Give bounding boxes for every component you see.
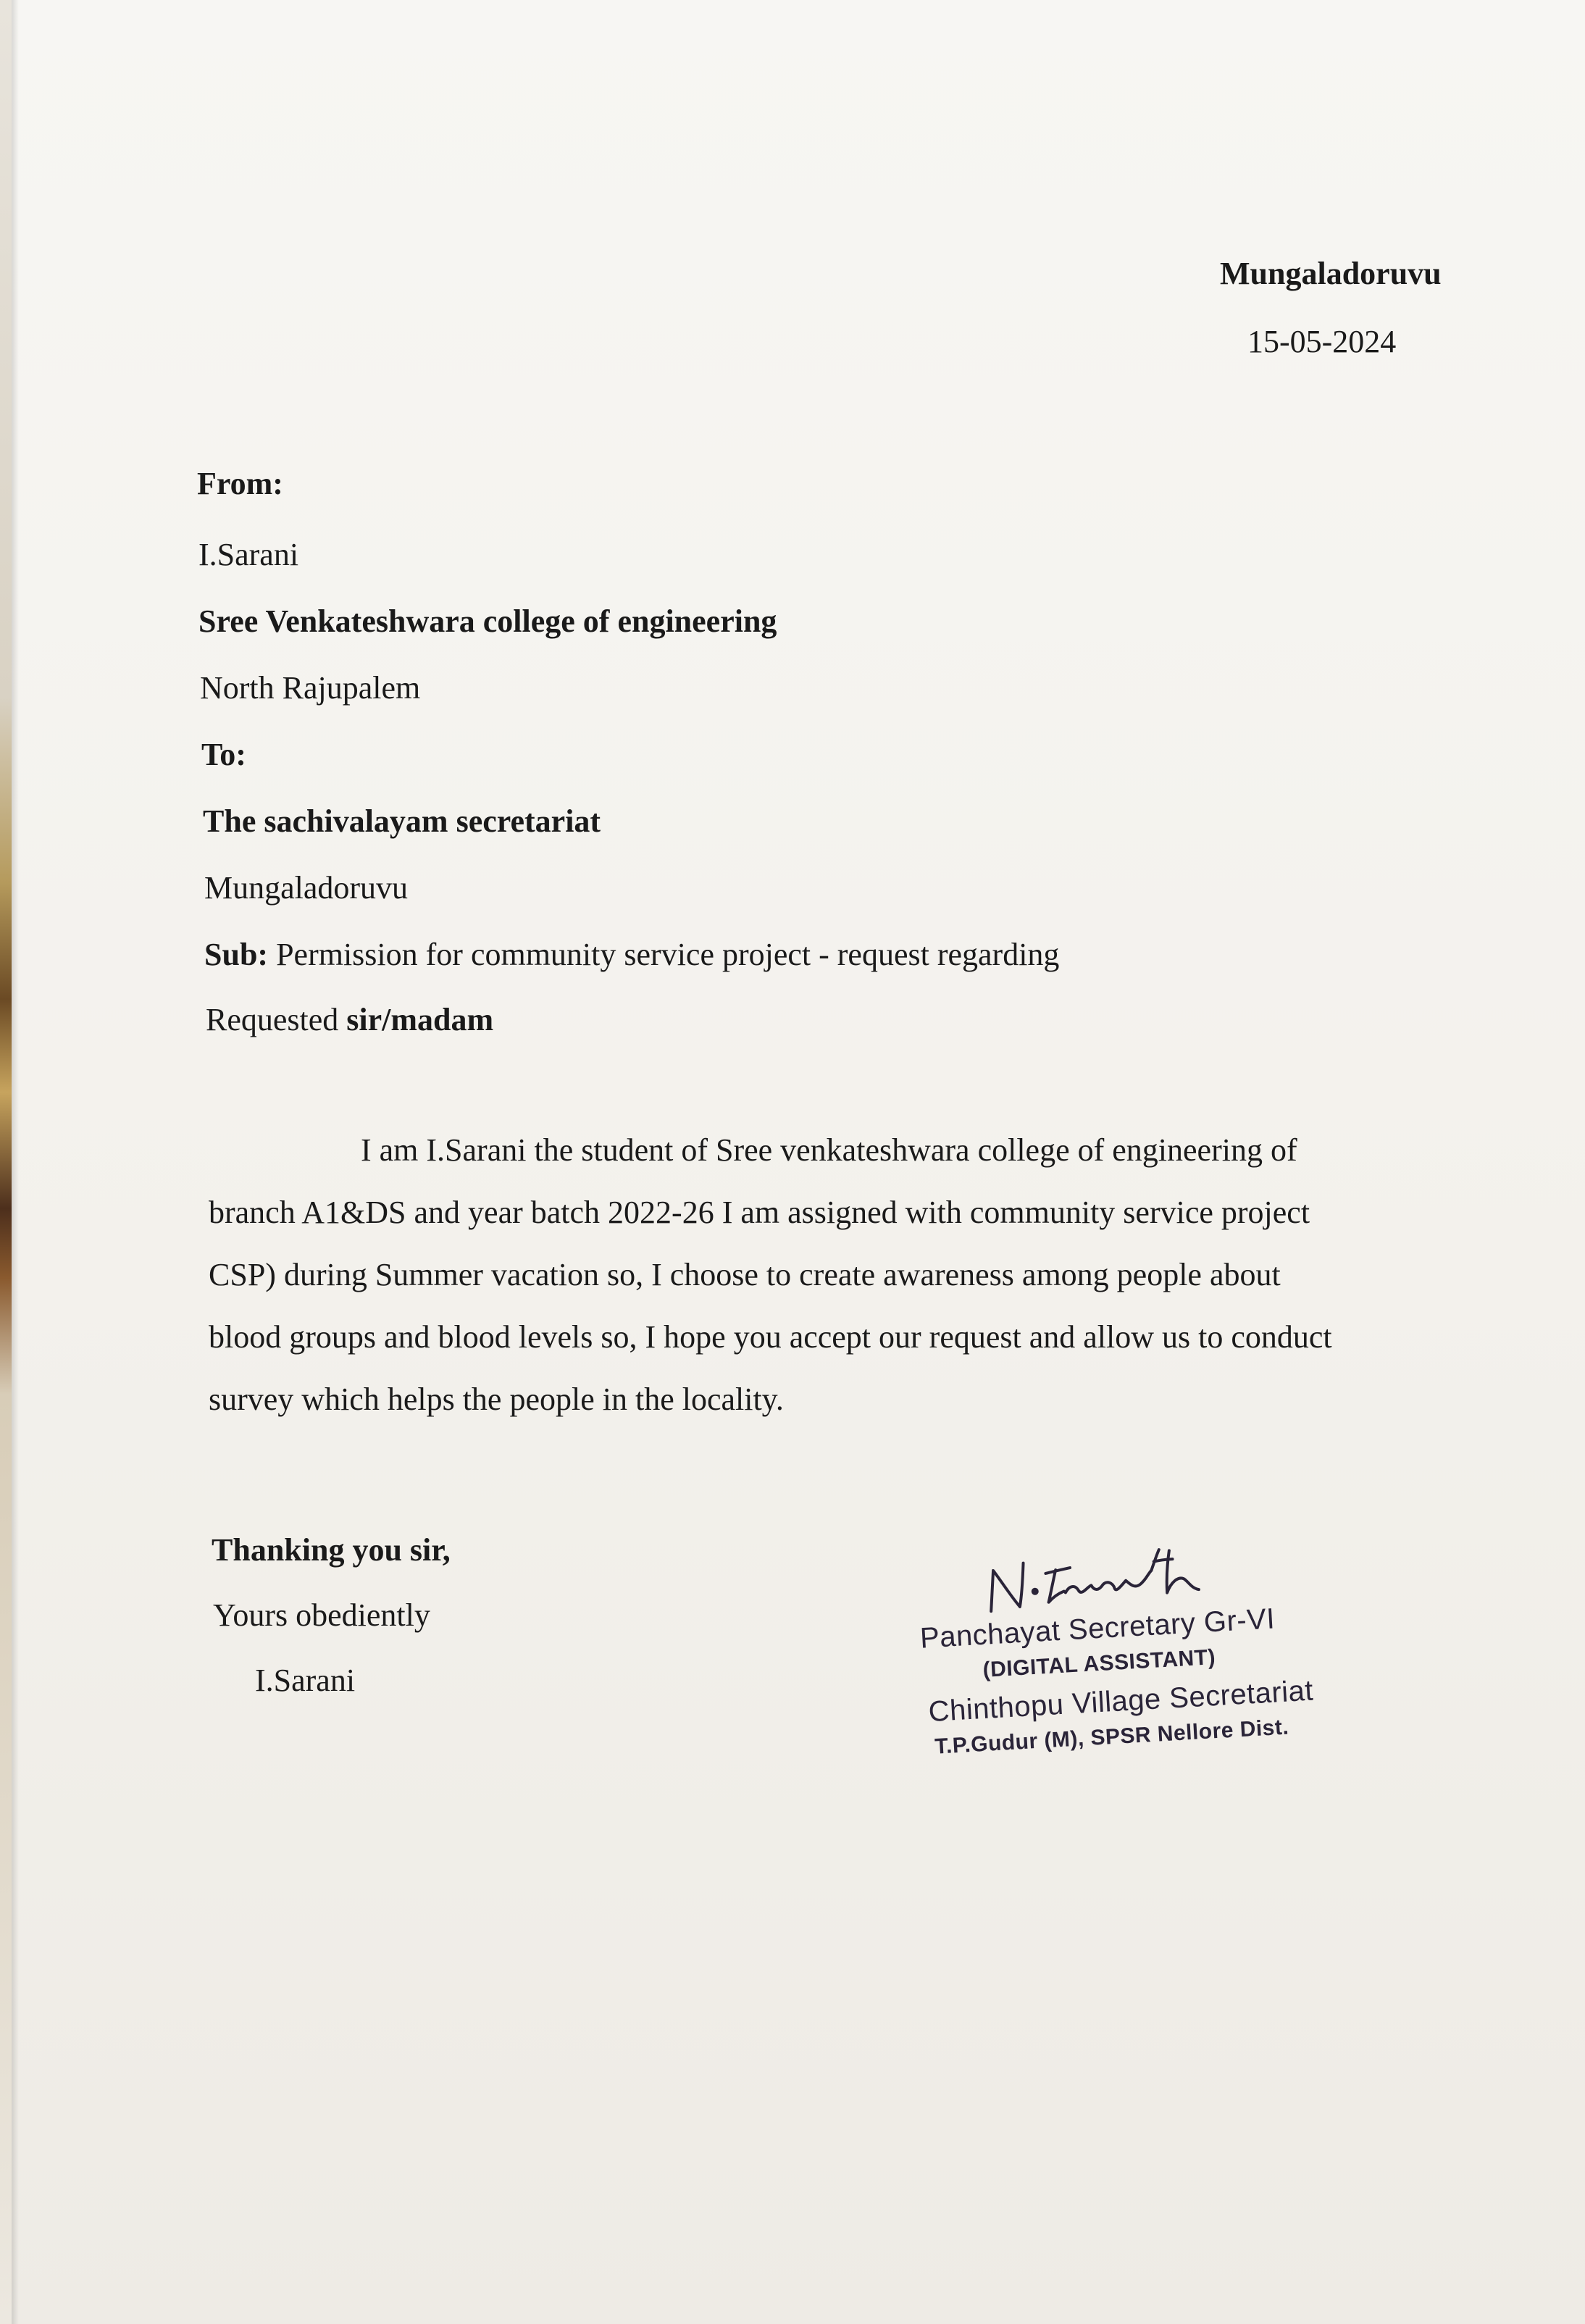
body-line-1: I am I.Sarani the student of Sree venkateshwara college of engineering of bbox=[361, 1132, 1297, 1168]
from-name: I.Sarani bbox=[198, 537, 299, 572]
stamp-line-1: Panchayat Secretary Gr-VI bbox=[919, 1602, 1276, 1655]
signer-name: I.Sarani bbox=[255, 1663, 356, 1698]
letter-place: Mungaladoruvu bbox=[1220, 256, 1442, 291]
letter-date: 15-05-2024 bbox=[1247, 324, 1397, 359]
subject-line bbox=[204, 935, 1059, 975]
from-label: From: bbox=[197, 466, 283, 501]
paper-edge-shadow bbox=[12, 0, 19, 2324]
official-stamp bbox=[914, 1534, 1375, 1776]
salutation-line bbox=[206, 1000, 493, 1040]
photo-edge-background bbox=[0, 0, 12, 2324]
from-location: North Rajupalem bbox=[200, 670, 421, 706]
valediction: Yours obediently bbox=[213, 1597, 430, 1633]
body-line-4: blood groups and blood levels so, I hope you accept our request and allow us to conduct bbox=[209, 1319, 1332, 1355]
closing-line: Thanking you sir, bbox=[212, 1532, 451, 1568]
body-line-2: branch A1&DS and year batch 2022-26 I am assigned with community service project bbox=[209, 1195, 1310, 1230]
stamp-line-3: Chinthopu Village Secretariat bbox=[927, 1674, 1315, 1729]
subject-text: Permission for community service project - request regarding bbox=[268, 937, 1060, 972]
stamp-line-4: T.P.Gudur (M), SPSR Nellore Dist. bbox=[934, 1715, 1290, 1759]
body-paragraph bbox=[209, 1130, 1455, 1442]
to-recipient: The sachivalayam secretariat bbox=[203, 803, 601, 839]
body-line-5: survey which helps the people in the locality. bbox=[209, 1382, 784, 1417]
stamp-line-2: (DIGITAL ASSISTANT) bbox=[982, 1645, 1216, 1682]
from-college: Sree Venkateshwara college of engineering bbox=[198, 603, 777, 639]
body-line-3: CSP) during Summer vacation so, I choose to create awareness among people about bbox=[209, 1257, 1281, 1292]
salutation-prefix: Requested bbox=[206, 1002, 347, 1037]
salutation-bold: sir/madam bbox=[346, 1002, 494, 1037]
subject-label: Sub: bbox=[204, 937, 269, 972]
to-label: To: bbox=[201, 737, 246, 772]
to-location: Mungaladoruvu bbox=[204, 870, 409, 906]
